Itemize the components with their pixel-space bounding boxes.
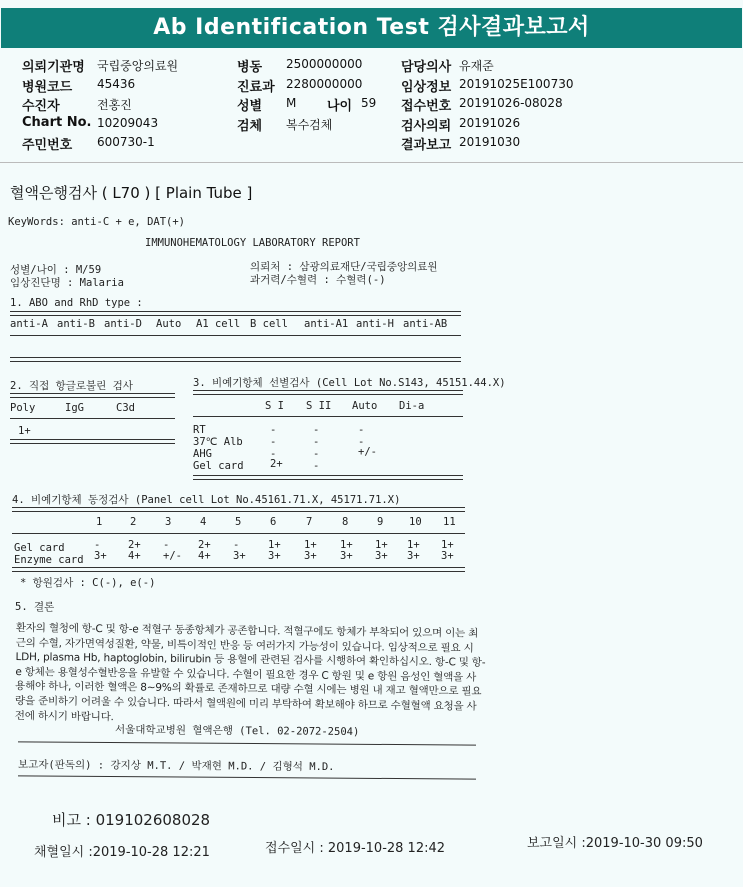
value-sex: M [286, 96, 297, 110]
panel-cell: 3+ [94, 550, 107, 562]
panel-column-header: 2 [130, 516, 137, 528]
screen-header: Di-a [399, 400, 425, 412]
label-institution: 의뢰기관명 [22, 60, 85, 75]
label-chart-no: Chart No. [22, 115, 92, 130]
value-test-request: 20191026 [459, 116, 521, 130]
screen-row-label: 37℃ Alb [193, 436, 243, 448]
blood-bank-contact: 서울대학교병원 혈액은행 (Tel. 02-2072-2504) [114, 723, 360, 739]
abo-header: anti-H [356, 318, 394, 330]
abo-header: anti-A [10, 318, 48, 330]
panel-column-header: 4 [200, 516, 207, 528]
screen-cell: - [358, 436, 365, 448]
dat-header: IgG [65, 402, 84, 414]
value-department: 2280000000 [286, 77, 363, 91]
panel-cell: 3+ [375, 550, 388, 562]
panel-column-header: 7 [306, 516, 313, 528]
screen-header: Auto [352, 400, 378, 412]
panel-cell: 1+ [407, 539, 420, 551]
abo-header: anti-D [104, 318, 142, 330]
screen-cell: - [270, 436, 277, 448]
panel-cell: 1+ [441, 539, 454, 551]
antigen-test: * 항원검사 : C(-), e(-) [20, 577, 156, 589]
panel-column-header: 1 [96, 516, 103, 528]
double-rule [12, 567, 465, 572]
header-divider [0, 162, 743, 163]
abo-header: anti-B [57, 318, 95, 330]
double-rule [10, 393, 175, 398]
abo-header: anti-AB [403, 318, 448, 330]
screen-cell: - [313, 460, 320, 472]
header-info [0, 52, 743, 162]
single-rule [10, 418, 175, 419]
section4-title: 4. 비예기항체 동정검사 (Panel cell Lot No.45161.71.X, 45171.71.X) [12, 494, 401, 506]
dat-poly-value: 1+ [18, 425, 31, 437]
single-rule [193, 416, 463, 417]
label-age: 나이 [327, 99, 353, 114]
single-rule [10, 335, 461, 336]
panel-row-label: Enzyme card [14, 554, 84, 566]
panel-cell: 3+ [304, 550, 317, 562]
panel-column-header: 5 [235, 516, 242, 528]
label-hospital-code: 병원코드 [22, 80, 73, 95]
double-rule [12, 507, 465, 512]
panel-column-header: 10 [409, 516, 422, 528]
lab-report-title: IMMUNOHEMATOLOGY LABORATORY REPORT [145, 237, 360, 249]
double-rule [10, 439, 175, 444]
screen-row-label: RT [193, 424, 206, 436]
diagnosis: 임상진단명 : Malaria [10, 277, 124, 289]
panel-cell: - [233, 539, 240, 551]
panel-cell: 2+ [198, 539, 211, 551]
panel-cell: - [163, 539, 170, 551]
reporter: 보고자(판독의) : 강지상 M.T. / 박재현 M.D. / 김형석 M.D. [17, 758, 335, 774]
screen-cell: +/- [358, 446, 377, 458]
report-title-banner: Ab Identification Test 검사결과보고서 [1, 8, 742, 48]
double-rule [193, 475, 463, 480]
transfusion-history: 과거력/수혈력 : 수혈력(-) [250, 274, 386, 286]
note: 비고 : 019102608028 [52, 811, 211, 829]
panel-cell: 4+ [128, 550, 141, 562]
test-title: 혈액은행검사 ( L70 ) [ Plain Tube ] [10, 184, 253, 202]
label-test-request: 검사의뢰 [401, 119, 452, 134]
abo-header: Auto [156, 318, 182, 330]
screen-row-label: AHG [193, 448, 212, 460]
value-hospital-code: 45436 [97, 77, 136, 91]
requester: 의뢰처 : 삼광의료재단/국립중앙의료원 [250, 261, 438, 273]
panel-cell: +/- [163, 550, 182, 562]
label-specimen: 검체 [237, 119, 263, 134]
single-rule [18, 741, 476, 745]
panel-cell: 3+ [233, 550, 246, 562]
panel-cell: 3+ [268, 550, 281, 562]
double-rule [193, 390, 463, 395]
panel-cell: 1+ [268, 539, 281, 551]
screen-cell: - [313, 436, 320, 448]
abo-header: A1 cell [196, 318, 241, 330]
panel-column-header: 6 [270, 516, 277, 528]
screen-header: S II [306, 400, 332, 412]
panel-cell: 2+ [128, 539, 141, 551]
label-department: 진료과 [237, 80, 275, 95]
received-time: 접수일시 : 2019-10-28 12:42 [265, 841, 446, 856]
screen-row-label: Gel card [193, 460, 244, 472]
dat-header: Poly [10, 402, 36, 414]
value-result-report: 20191030 [459, 135, 521, 149]
value-resident-no: 600730-1 [97, 135, 155, 149]
panel-column-header: 11 [443, 516, 456, 528]
screen-header: S I [265, 400, 284, 412]
sex-age: 성별/나이 : M/59 [10, 264, 102, 276]
section3-title: 3. 비예기항체 선별검사 (Cell Lot No.S143, 45151.44.X) [193, 377, 506, 389]
label-resident-no: 주민번호 [22, 138, 73, 153]
keywords: KeyWords: anti-C + e, DAT(+) [8, 216, 186, 228]
label-patient: 수진자 [22, 99, 60, 114]
value-chart-no: 10209043 [97, 116, 159, 130]
section5-title: 5. 결론 [15, 601, 55, 613]
panel-cell: 3+ [441, 550, 454, 562]
panel-column-header: 8 [342, 516, 349, 528]
screen-cell: - [313, 424, 320, 436]
label-result-report: 결과보고 [401, 138, 452, 153]
single-rule [18, 775, 476, 779]
panel-cell: - [94, 539, 101, 551]
value-clinical-info: 20191025E100730 [459, 77, 574, 91]
conclusion-text: 환자의 혈청에 항-C 및 항-e 적혈구 동종항체가 공존합니다. 적혈구에도 항체가 부착되어 있으며 이는 최근의 수혈, 자가면역성질환, 약물, 비특이적인 반응 등 여러가지 가능성이 있습니다. 임상적으로 필요 시 LDH, plasma Hb, haptoglobin, bilirubin 등 용혈에 관련된 검사를 시행하여 확인하십시오. 항-C 및 항-e 항체는 용혈성수혈반응을 유발할 수 있습니다. 수혈이 필요한 경우 C 항원 및 e 항원 음성인 혈액을 사용해야 하나, 이러한 혈액은 8~9%의 확률로 존재하므로 대량 수혈 시에는 병원 내 재고 혈액만으로 필요량을 준비하기 어려울 수 있습니다. 따라서 혈액원에 미리 부탁하여 확보해야 하므로 수혈혈액 요청을 사전에 하시기 바랍니다. [14, 621, 486, 723]
panel-row-label: Gel card [14, 542, 65, 554]
value-receipt-no: 20191026-08028 [459, 96, 563, 110]
value-doctor: 유재준 [459, 59, 494, 73]
value-patient: 전홍진 [97, 98, 132, 112]
label-clinical-info: 임상정보 [401, 80, 452, 95]
panel-cell: 4+ [198, 550, 211, 562]
label-receipt-no: 접수번호 [401, 99, 452, 114]
panel-cell: 3+ [407, 550, 420, 562]
label-sex: 성별 [237, 99, 263, 114]
panel-cell: 3+ [340, 550, 353, 562]
panel-cell: 1+ [375, 539, 388, 551]
panel-column-header: 9 [377, 516, 384, 528]
panel-cell: 1+ [340, 539, 353, 551]
section1-title: 1. ABO and RhD type : [10, 297, 143, 309]
screen-cell: - [270, 424, 277, 436]
label-doctor: 담당의사 [401, 60, 452, 75]
screen-cell: - [358, 424, 365, 436]
label-ward: 병동 [237, 60, 263, 75]
value-specimen: 복수검체 [286, 118, 333, 132]
reported-time: 보고일시 :2019-10-30 09:50 [527, 836, 703, 851]
dat-header: C3d [116, 402, 135, 414]
section2-title: 2. 직접 항글로불린 검사 [10, 380, 133, 392]
single-rule [12, 533, 465, 534]
panel-cell: 1+ [304, 539, 317, 551]
collected-time: 채혈일시 :2019-10-28 12:21 [34, 845, 210, 860]
double-rule [10, 357, 461, 362]
abo-header: B cell [250, 318, 288, 330]
screen-cell: - [313, 448, 320, 460]
value-institution: 국립중앙의료원 [97, 59, 179, 73]
abo-header: anti-A1 [304, 318, 349, 330]
value-ward: 2500000000 [286, 57, 363, 71]
screen-cell: - [270, 448, 277, 460]
screen-cell: 2+ [270, 458, 283, 470]
value-age: 59 [361, 96, 377, 110]
panel-column-header: 3 [165, 516, 172, 528]
double-rule [10, 311, 461, 316]
